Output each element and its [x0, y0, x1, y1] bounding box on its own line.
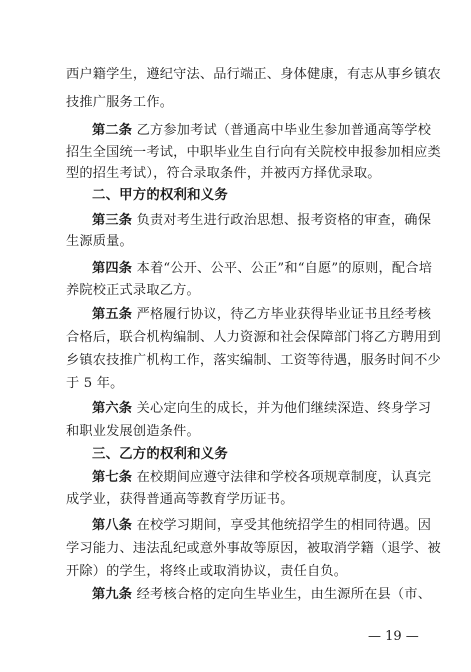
text-line: [66, 92, 173, 114]
article-number: 第七条: [92, 470, 133, 485]
article-line: [92, 120, 431, 142]
section-heading: [92, 185, 228, 207]
text-line: [66, 538, 441, 560]
article-number: 第五条: [92, 307, 133, 322]
line-text: 学习能力、违法乱纪或意外事故等原因，被取消学籍（退学、被: [66, 541, 441, 556]
line-text: 严格履行协议，待乙方毕业获得毕业证书且经考核: [132, 307, 432, 322]
article-line: [92, 258, 432, 280]
text-line: [66, 350, 441, 372]
line-text: 西户籍学生，遵纪守法、品行端正、身体健康，有志从事乡镇农: [66, 67, 441, 82]
article-number: 第四条: [92, 261, 133, 276]
line-text: 开除）的学生，将终止或取消协议，责任自负。: [66, 564, 348, 579]
line-text: 招生全国统一考试，中职毕业生自行向有关院校申报参加相应类: [66, 145, 441, 160]
line-text: 于 5 年。: [66, 376, 124, 391]
line-text: 负责对考生进行政治思想、报考资格的审查，确保: [132, 213, 432, 228]
line-text: 合格后，联合机构编制、人力资源和社会保障部门将乙方聘用到: [66, 330, 441, 345]
article-line: [92, 304, 431, 326]
text-line: [66, 163, 381, 185]
section-heading-text: 三、乙方的权利和义务: [92, 447, 228, 462]
line-text: 在校学习期间，享受其他统招学生的相同待遇。因: [132, 518, 432, 533]
line-text: 成学业，获得普通高等教育学历证书。: [66, 492, 294, 507]
article-line: [92, 398, 431, 420]
article-line: [92, 584, 431, 606]
article-number: 第六条: [92, 401, 133, 416]
text-line: [66, 231, 133, 253]
text-line: [66, 421, 200, 443]
article-number: 第二条: [92, 123, 133, 138]
text-line: [66, 561, 347, 583]
text-line: [66, 280, 200, 302]
line-text: 养院校正式录取乙方。: [66, 283, 200, 298]
text-line: [66, 142, 441, 164]
text-line: [66, 64, 441, 86]
line-text: 技推广服务工作。: [66, 95, 174, 110]
article-line: [92, 515, 431, 537]
text-line: [66, 327, 441, 349]
article-number: 第九条: [92, 587, 133, 602]
line-text: 乡镇农技推广机构工作，落实编制、工资等待遇，服务时间不少: [66, 353, 441, 368]
article-number: 第八条: [92, 518, 133, 533]
article-line: [92, 467, 431, 489]
line-text: 乙方参加考试（普通高中毕业生参加普通高等学校: [132, 123, 432, 138]
section-heading: [92, 444, 228, 466]
line-text: 经考核合格的定向生毕业生，由生源所在县（市、: [132, 587, 432, 602]
line-text: 和职业发展创造条件。: [66, 424, 200, 439]
article-number: 第三条: [92, 213, 133, 228]
section-heading-text: 二、甲方的权利和义务: [92, 188, 228, 203]
text-line: [66, 373, 124, 395]
line-text: 本着“公开、公平、公正”和“自愿”的原则，配合培: [132, 261, 433, 276]
article-line: [92, 210, 431, 232]
line-text: 型的招生考试），符合录取条件，并被丙方择优录取。: [66, 166, 381, 181]
line-text: 关心定向生的成长，并为他们继续深造、终身学习: [132, 401, 432, 416]
line-text: 生源质量。: [66, 234, 133, 249]
page-number: — 19 —: [368, 629, 419, 644]
line-text: 在校期间应遵守法律和学校各项规章制度，认真完: [132, 470, 432, 485]
text-line: [66, 489, 294, 511]
